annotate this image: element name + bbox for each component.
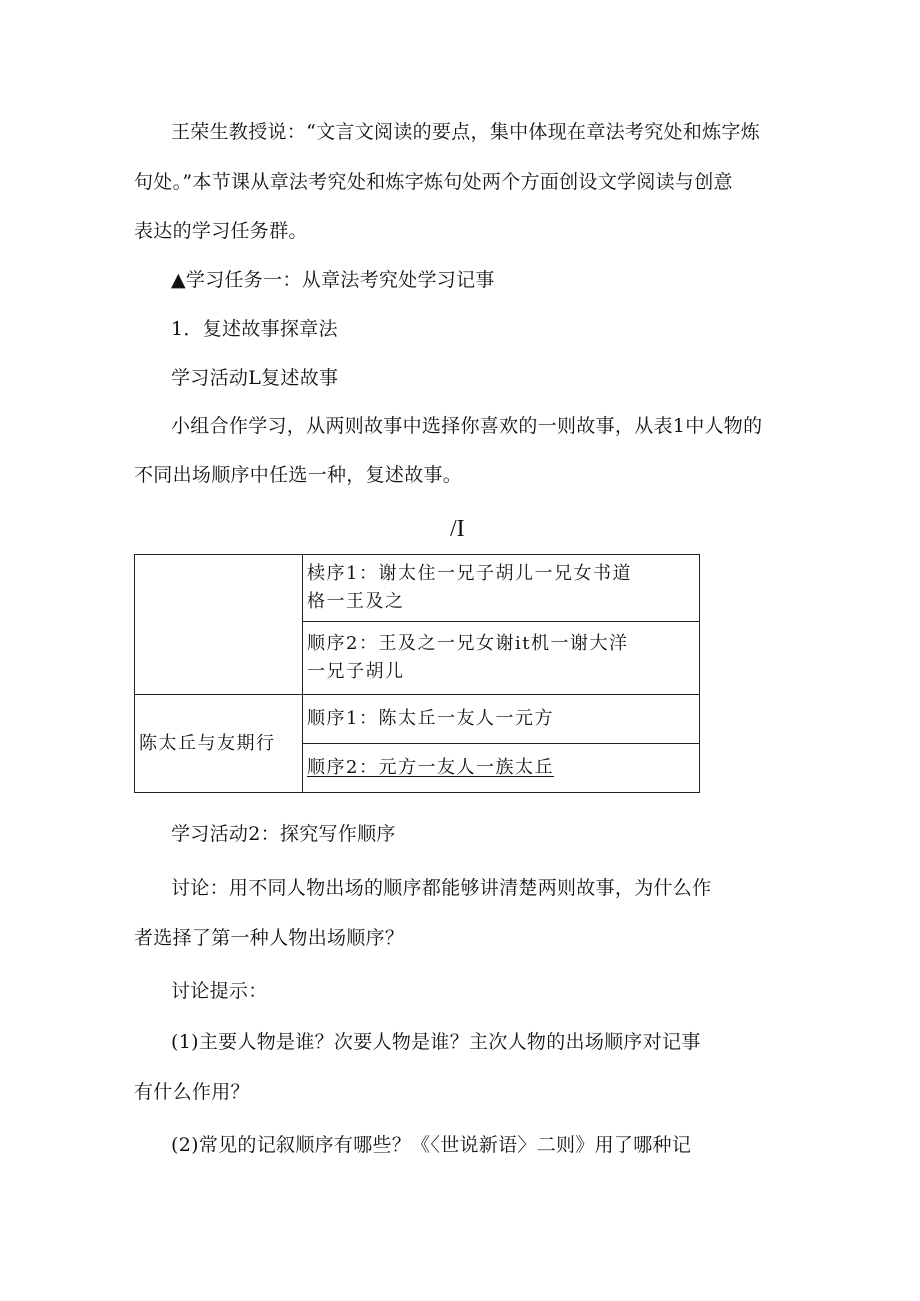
table-cell-order: [303, 555, 700, 622]
character-order-table: [134, 554, 700, 793]
table-title: /I: [450, 516, 465, 542]
order-text-line: 格一王及之: [307, 591, 405, 612]
task-one-heading: ▲学习任务一：从章法考究处学习记事: [171, 269, 495, 291]
hint-one-line-2: 有什么作用？: [134, 1081, 250, 1103]
paragraph-intro-line-1: 王荣生教授说：“文言文阅读的要点，集中体现在章法考究处和炼字炼: [171, 121, 761, 143]
hints-heading: 讨论提示：: [171, 980, 268, 1002]
discussion-line-2: 者选择了第一种人物出场顺序？: [134, 927, 405, 949]
table-cell-order: [303, 622, 700, 695]
order-text-line: 顺序1：陈太丘一友人一元方: [307, 708, 554, 729]
paragraph-group-line-2: 不同出场顺序中任选一种，复述故事。: [134, 464, 463, 486]
paragraph-intro-line-3: 表达的学习任务群。: [134, 220, 308, 242]
discussion-line-1: 讨论：用不同人物出场的顺序都能够讲清楚两则故事，为什么作: [171, 877, 712, 899]
activity-one-heading: 学习活动L复述故事: [171, 367, 339, 389]
table-cell-order: [303, 744, 700, 793]
activity-two-heading: 学习活动2：探究写作顺序: [171, 823, 396, 845]
table-cell-story: 陈太丘与友期行: [135, 695, 303, 793]
paragraph-group-line-1: 小组合作学习，从两则故事中选择你喜欢的一则故事，从表1中人物的: [171, 415, 763, 437]
hint-one-line-1: (1)主要人物是谁？次要人物是谁？主次人物的出场顺序对记事: [171, 1031, 701, 1053]
table-cell-story: [135, 555, 303, 695]
order-text-line: 顺序2：元方一友人一族太丘: [307, 757, 554, 778]
order-text-line: 顺序2：王及之一兄女谢it机一谢大洋: [307, 633, 629, 654]
table-row: [135, 555, 700, 622]
paragraph-intro-line-2: 句处。”本节课从章法考究处和炼字炼句处两个方面创设文学阅读与创意: [134, 171, 733, 193]
order-text-line: 椟序1：谢太住一兄子胡儿一兄女书道: [307, 563, 632, 584]
table-cell-order: [303, 695, 700, 744]
item-one-heading: 1．复述故事探章法: [171, 318, 338, 340]
hint-two-line-1: (2)常见的记叙顺序有哪些？《〈世说新语〉二则》用了哪种记: [171, 1134, 692, 1156]
table-row: [135, 695, 700, 744]
order-text-line: 一兄子胡儿: [307, 661, 405, 682]
